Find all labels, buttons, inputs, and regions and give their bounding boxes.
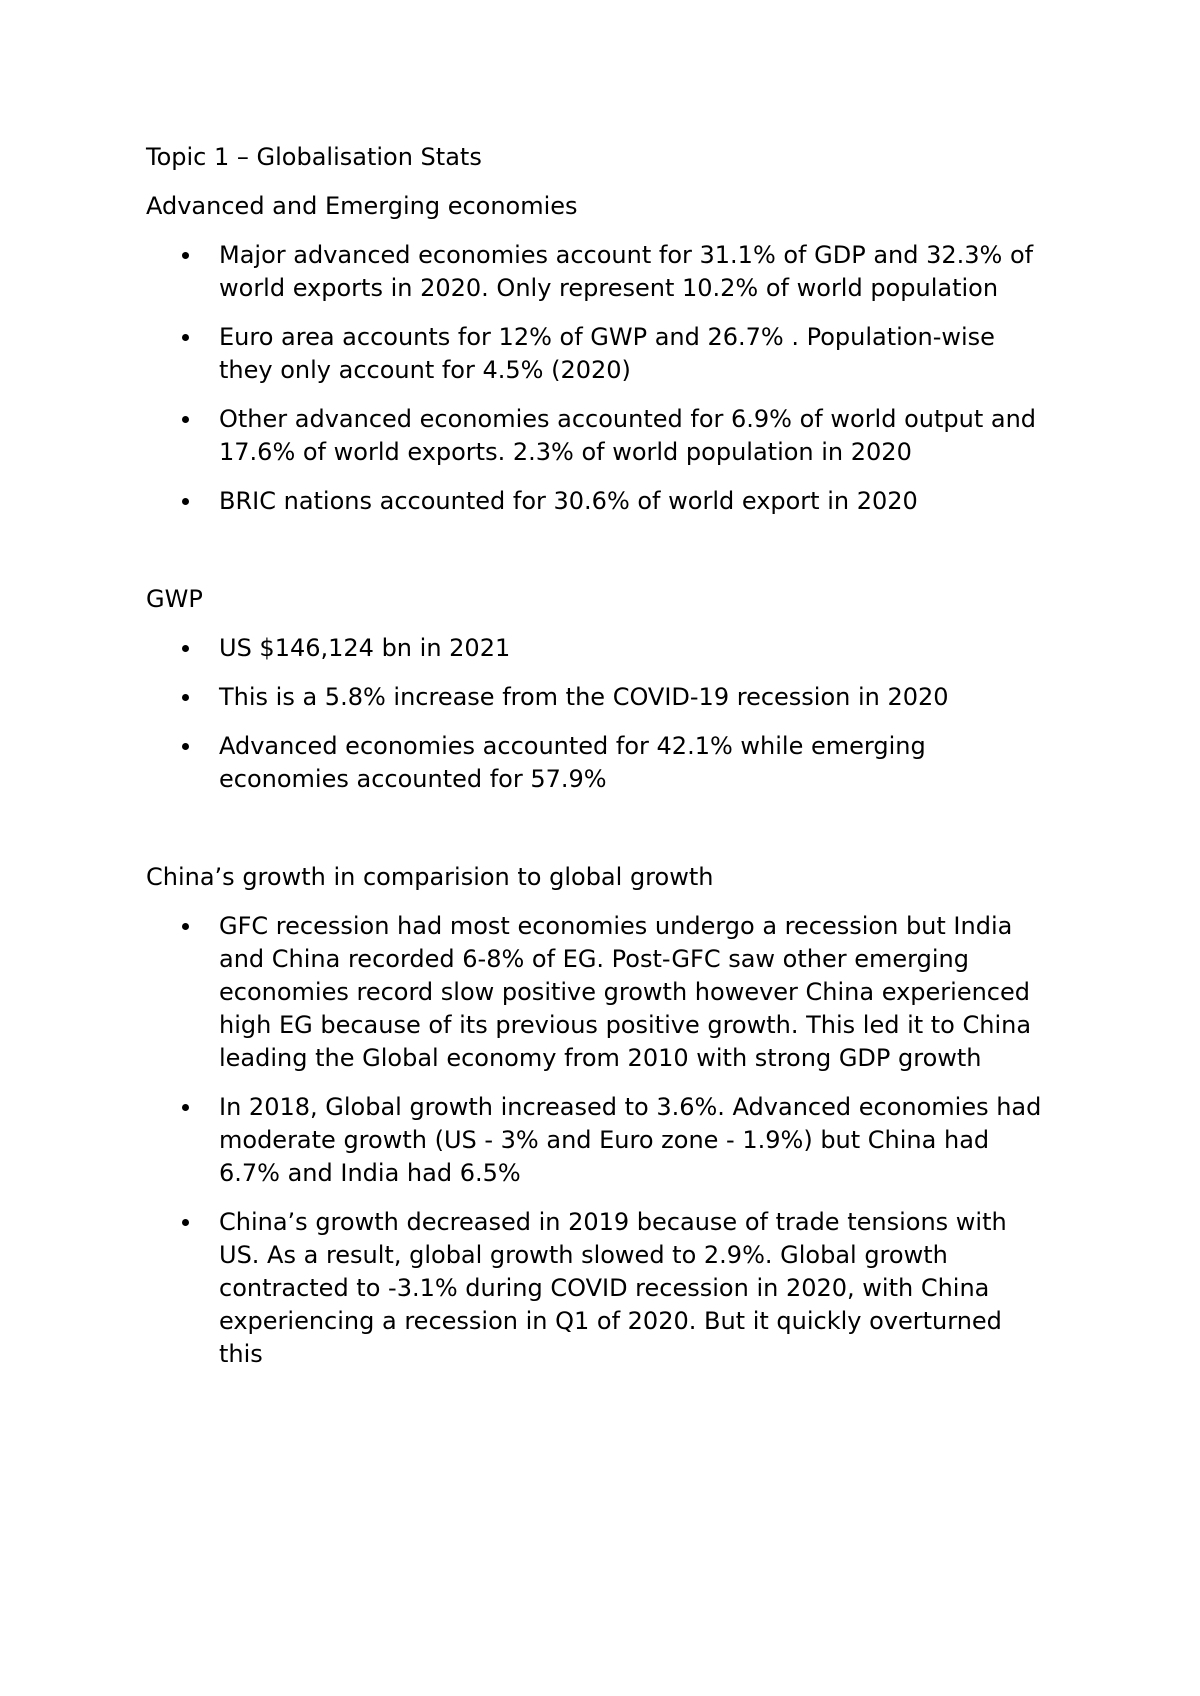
document-title: Topic 1 – Globalisation Stats xyxy=(146,143,482,171)
bullet-item xyxy=(146,910,1066,1075)
bullet-text-line: world exports in 2020. Only represent 10.2% of world population xyxy=(219,274,999,302)
document-content xyxy=(146,141,1066,1387)
bullet-text-line: experiencing a recession in Q1 of 2020. But it quickly overturned xyxy=(219,1307,1002,1335)
bullet-text-line: moderate growth (US - 3% and Euro zone - 1.9%) but China had xyxy=(219,1126,990,1154)
section-heading: China’s growth in comparision to global growth xyxy=(146,863,714,891)
section-spacer xyxy=(146,812,1066,861)
bullet-icon xyxy=(182,1104,189,1111)
bullet-icon xyxy=(182,252,189,259)
bullet-item xyxy=(146,632,1066,665)
bullet-text-line: and China recorded 6-8% of EG. Post-GFC saw other emerging xyxy=(219,945,969,973)
bullet-text-line: Major advanced economies account for 31.1% of GDP and 32.3% of xyxy=(219,241,1034,269)
section-heading: GWP xyxy=(146,585,203,613)
bullet-item xyxy=(146,485,1066,518)
bullet-text-line: they only account for 4.5% (2020) xyxy=(219,356,631,384)
bullet-icon xyxy=(182,334,189,341)
bullet-list xyxy=(146,910,1066,1371)
bullet-list xyxy=(146,632,1066,796)
bullet-icon xyxy=(182,743,189,750)
bullet-icon xyxy=(182,498,189,505)
bullet-item xyxy=(146,321,1066,387)
bullet-icon xyxy=(182,645,189,652)
bullet-item xyxy=(146,1206,1066,1371)
bullet-text-line: high EG because of its previous positive growth. This led it to China xyxy=(219,1011,1032,1039)
bullet-text-line: Advanced economies accounted for 42.1% while emerging xyxy=(219,732,926,760)
bullet-text-line: BRIC nations accounted for 30.6% of world export in 2020 xyxy=(219,487,918,515)
section xyxy=(146,861,1066,1371)
bullet-text-line: US. As a result, global growth slowed to 2.9%. Global growth xyxy=(219,1241,948,1269)
bullet-text-line: economies accounted for 57.9% xyxy=(219,765,607,793)
bullet-item xyxy=(146,403,1066,469)
section xyxy=(146,583,1066,861)
bullet-text-line: US $146,124 bn in 2021 xyxy=(219,634,511,662)
bullet-text-line: Other advanced economies accounted for 6.9% of world output and xyxy=(219,405,1037,433)
section-heading: Advanced and Emerging economies xyxy=(146,192,578,220)
bullet-item xyxy=(146,1091,1066,1190)
bullet-text-line: In 2018, Global growth increased to 3.6%. Advanced economies had xyxy=(219,1093,1042,1121)
bullet-icon xyxy=(182,694,189,701)
bullet-text-line: 17.6% of world exports. 2.3% of world population in 2020 xyxy=(219,438,912,466)
bullet-text-line: economies record slow positive growth however China experienced xyxy=(219,978,1030,1006)
bullet-text-line: leading the Global economy from 2010 with strong GDP growth xyxy=(219,1044,982,1072)
bullet-text-line: 6.7% and India had 6.5% xyxy=(219,1159,521,1187)
bullet-list xyxy=(146,239,1066,518)
bullet-icon xyxy=(182,1219,189,1226)
bullet-text-line: This is a 5.8% increase from the COVID-19 recession in 2020 xyxy=(219,683,949,711)
section-spacer xyxy=(146,534,1066,583)
bullet-item xyxy=(146,681,1066,714)
bullet-item xyxy=(146,239,1066,305)
bullet-text-line: contracted to -3.1% during COVID recession in 2020, with China xyxy=(219,1274,990,1302)
bullet-icon xyxy=(182,416,189,423)
bullet-text-line: Euro area accounts for 12% of GWP and 26.7% . Population-wise xyxy=(219,323,995,351)
bullet-text-line: GFC recession had most economies undergo a recession but India xyxy=(219,912,1013,940)
section xyxy=(146,190,1066,583)
bullet-icon xyxy=(182,923,189,930)
sections-container xyxy=(146,190,1066,1371)
bullet-text-line: China’s growth decreased in 2019 because of trade tensions with xyxy=(219,1208,1007,1236)
bullet-item xyxy=(146,730,1066,796)
bullet-text-line: this xyxy=(219,1340,263,1368)
